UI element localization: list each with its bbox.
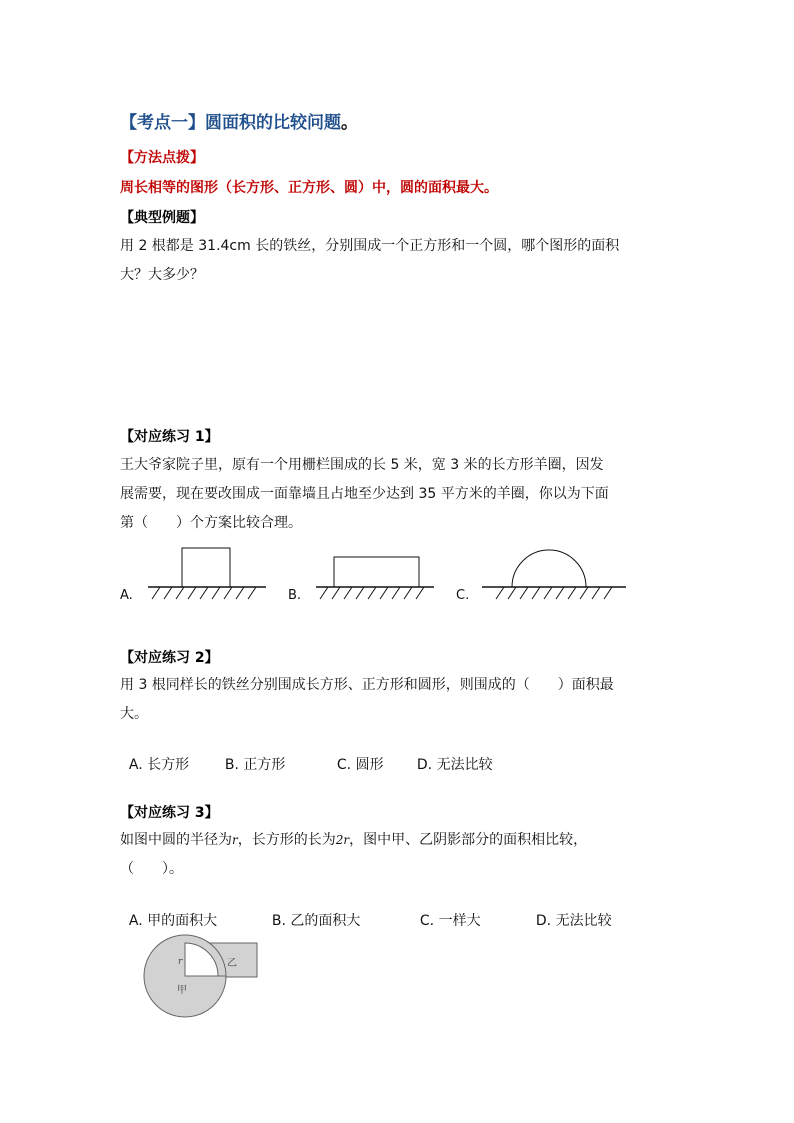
example-line-2: 大？大多少？ [120, 267, 204, 283]
topic-heading: 【考点一】圆面积的比较问题。 [120, 113, 358, 133]
wall-hatch-c [496, 587, 612, 599]
exercise2-options [120, 738, 680, 774]
var-2r: 2r [335, 833, 350, 847]
label-r: r [178, 957, 183, 967]
exercise3-line-1: 如图中圆的半径为r，长方形的长为2r，图中甲、乙阴影部分的面积相比较， [120, 832, 588, 848]
method-text: 周长相等的图形（长方形、正方形、圆）中，圆的面积最大。 [120, 180, 498, 196]
exercise2-option-d[interactable]: D. 无法比较 [416, 757, 493, 773]
label-jia: 甲 [177, 985, 187, 996]
method-title: 【方法点拨】 [120, 150, 204, 166]
exercise2-option-b[interactable]: B. 正方形 [224, 757, 286, 773]
exercise3-option-b[interactable]: B. 乙的面积大 [271, 913, 361, 929]
exercise3-options [120, 894, 680, 930]
exercise1-diagrams [0, 540, 794, 610]
option-a-label: A. [120, 588, 133, 603]
exercise1-line-2: 展需要，现在要改围成一面靠墙且占地至少达到 35 平方米的羊圈，你以为下面 [120, 486, 609, 502]
example-title: 【典型例题】 [120, 210, 204, 226]
label-yi: 乙 [227, 958, 237, 969]
option-b-diagram [288, 557, 434, 603]
exercise3-line-2: （ ）。 [120, 861, 183, 877]
exercise3-title: 【对应练习 3】 [120, 805, 219, 821]
option-c-diagram [456, 550, 626, 603]
exercise2-title: 【对应练习 2】 [120, 650, 219, 666]
square-pen [182, 548, 230, 587]
exercise3-option-a[interactable]: A. 甲的面积大 [128, 913, 218, 929]
option-c-label: C. [456, 588, 470, 603]
wall-hatch-b [320, 587, 424, 599]
exercise2-line-1: 用 3 根同样长的铁丝分别围成长方形、正方形和圆形，则围成的（ ）面积最 [120, 677, 614, 693]
option-a-diagram [120, 548, 266, 603]
exercise3-question [120, 826, 680, 884]
exercise1-question [120, 451, 680, 538]
circle-rectangle-figure [145, 935, 285, 1025]
exercise2-option-c[interactable]: C. 圆形 [336, 757, 384, 773]
rectangle-pen [334, 557, 419, 587]
wall-hatch-a [152, 587, 256, 599]
exercise3-option-d[interactable]: D. 无法比较 [535, 913, 612, 929]
exercise2-line-2: 大。 [120, 706, 148, 722]
exercise2-option-a[interactable]: A. 长方形 [128, 757, 190, 773]
exercise1-line-3: 第（ ）个方案比较合理。 [120, 515, 302, 531]
exercise1-line-1: 王大爷家院子里，原有一个用栅栏围成的长 5 米，宽 3 米的长方形羊圈，因发 [120, 457, 604, 473]
var-r: r [232, 833, 238, 847]
example-question [120, 232, 680, 290]
exercise2-question [120, 671, 680, 729]
example-line-1: 用 2 根都是 31.4cm 长的铁丝，分别围成一个正方形和一个圆，哪个图形的面积 [120, 238, 620, 254]
option-b-label: B. [288, 588, 302, 603]
semicircle-pen [512, 550, 586, 587]
exercise1-title: 【对应练习 1】 [120, 429, 219, 445]
exercise3-option-c[interactable]: C. 一样大 [419, 913, 481, 929]
